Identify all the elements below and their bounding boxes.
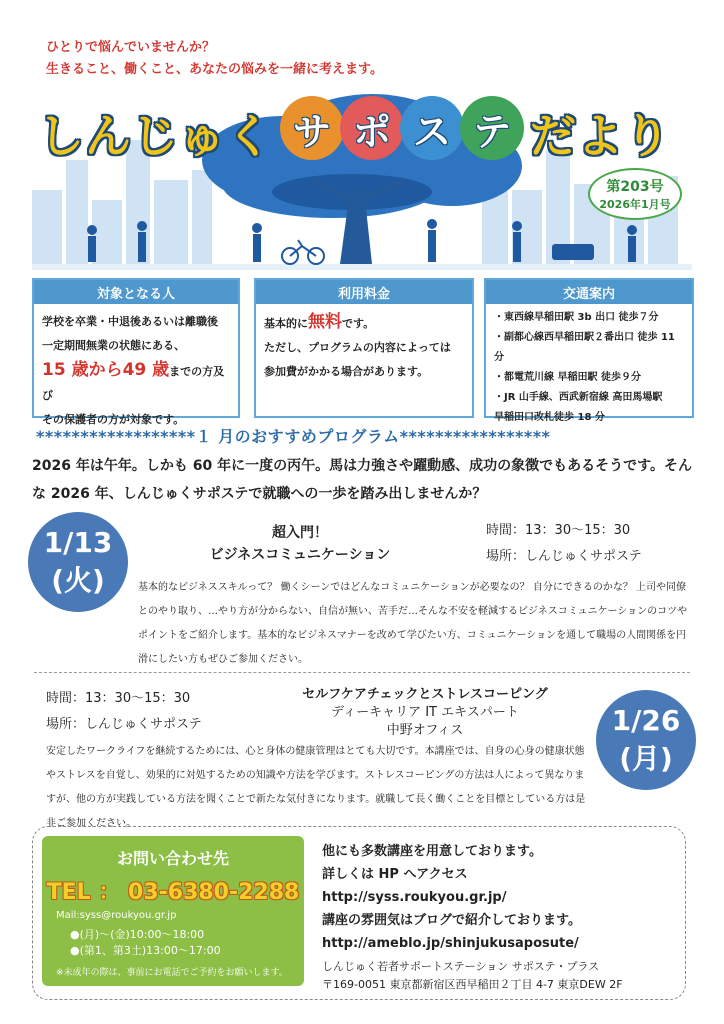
target-line-4: その保護者の方が対象です。 [42,413,185,426]
target-box-title: 対象となる人 [34,280,238,304]
access-item: ・都電荒川線 早稲田駅 徒歩９分 [494,372,641,383]
info-line-3: 講座の雰囲気はブログで紹介しております。 [322,913,581,928]
target-line-3 [42,358,230,408]
contact-box [42,836,304,986]
footer [322,958,623,994]
access-item: ・東西線早稲田駅 3b 出口 徒歩７分 [494,312,659,323]
contact-email[interactable]: Mail:syss@roukyou.gr.jp [56,910,177,921]
target-line-1: 学校を卒業・中退後あるいは離職後 [42,315,218,328]
contact-hours-2: ●(第1、第3土)13:00〜17:00 [70,944,221,957]
fee-line-3: 参加費がかかる場合があります。 [264,365,429,378]
program2-title-2: ディーキャリア IT エキスパート [331,705,519,720]
program1-date-circle [28,512,128,612]
title-bubble-1: サ [280,96,344,160]
target-box [32,278,240,426]
program2-title [270,686,580,740]
program2-title-3: 中野オフィス [386,723,464,738]
org-name: しんじゅく若者サポートステーション サポステ・プラス [322,960,600,973]
program1-place: 場所：しんじゅくサポステ [486,549,642,564]
program2-title-1: セルフケアチェックとストレスコーピング [302,687,548,702]
title-bubble-4: テ [460,96,524,160]
info-line-1: 他にも多数講座を用意しております。 [322,844,542,859]
program1-title-1: 超入門！ [272,525,328,541]
program1-title [170,522,430,566]
info-line-2: 詳しくは HP へアクセス [322,867,468,882]
issue-number: 第203号 [606,179,664,195]
access-item: 早稲田口改札徒歩 18 分 [494,412,605,423]
fee-prefix: 基本的に [264,317,308,330]
blog-link[interactable]: http://ameblo.jp/shinjukusaposute/ [322,936,579,951]
contact-title: お問い合わせ先 [116,849,229,868]
programs-intro: 2026 年は午年。しかも 60 年に一度の丙午。馬は力強さや躍動感、成功の象徴でもあるそうです。そんな 2026 年、しんじゅくサポステで就職への一歩を踏み出しませんか？ [32,458,692,502]
fee-free: 無料 [308,312,342,332]
title-left: しんじゅく [38,109,273,163]
program1-meta [486,518,642,570]
fee-line-2: ただし、プログラムの内容によっては [264,341,451,354]
address: 〒169-0051 東京都新宿区西早稲田２丁目 4-7 東京DEW 2F [322,978,623,991]
title-bubble-3: ス [400,96,464,160]
program2-time: 時間：13：30〜15：30 [46,691,191,706]
hp-link[interactable]: http://syss.roukyou.gr.jp/ [322,890,507,905]
program2-date: 1/26 [611,704,681,737]
target-line-2: 一定期間無業の状態にある、 [42,339,185,352]
programs-heading: ******************１ 月のおすすめプログラム***************** [36,427,551,446]
issue-badge [588,168,682,220]
target-line-3-suffix: までの方及び [42,365,225,402]
access-box-title: 交通案内 [486,280,692,304]
title-bubble-2: ポ [340,96,404,160]
program2-place: 場所：しんじゅくサポステ [46,717,202,732]
target-age: 15 歳から49 歳 [42,360,170,380]
tagline-1: ひとりで悩んでいませんか？ [46,40,216,55]
program2-meta [46,686,202,738]
program2-day: (月) [619,742,673,775]
fee-box-title: 利用料金 [256,280,472,304]
access-item: ・副都心線西早稲田駅２番出口 徒歩 11 分 [494,332,675,363]
program1-day: (火) [51,564,105,597]
access-item: ・JR 山手線、西武新宿線 高田馬場駅 [494,392,663,403]
fee-suffix: です。 [342,317,375,330]
fee-line-1 [264,310,464,336]
contact-phone[interactable]: TEL ： 03-6380-2288 [46,880,300,905]
program2-desc: 安定したワークライフを継続するためには、心と身体の健康管理はとても大切です。本講座では、自身の心身の健康状態やストレスを自覚し、効果的に対処するための知識や方法を学びます。ストレスコーピングの方法は人によって異なりますが、他の方が実践している方法を聞くことで新たな気付きになります。就職して長く働くことを目標としている方は是非ご参加ください。 [46,746,586,829]
tagline-2: 生きること、働くこと、あなたの悩みを一緒に考えます。 [46,62,383,77]
info-block [322,840,581,955]
contact-note: ※未成年の際は、事前にお電話でご予約をお願いします。 [56,968,288,978]
access-box [484,278,694,423]
program1-title-2: ビジネスコミュニケーション [209,547,391,563]
program1-desc: 基本的なビジネススキルって？ 働くシーンではどんなコミュニケーションが必要なの？ 自分にできるのかな？ 上司や同僚とのやり取り、…やり方が分からない、自信が無い、苦手だ…そんな不安を軽減するビジネスコミュニケーションのコツやポイントをご紹介します。基本的なビジネスマナーを改めて学びたい方、コミュニケーションを通して職場の人間関係を円滑にしたい方もぜひご参加ください。 [138,582,688,665]
program1-date: 1/13 [43,526,113,559]
program2-date-circle [596,690,696,790]
title-right: だより [530,109,671,163]
divider [34,672,690,673]
fee-box [254,278,474,418]
issue-month: 2026年1月号 [599,198,671,211]
contact-hours-1: ●(月)〜(金)10:00〜18:00 [70,928,205,941]
program1-time: 時間：13：30〜15：30 [486,523,631,538]
